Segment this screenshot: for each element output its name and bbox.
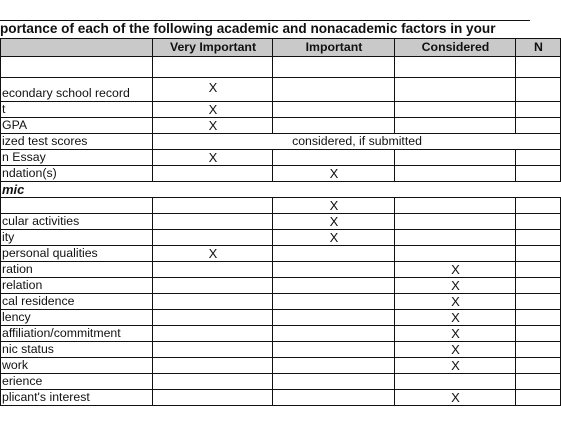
table-row [1,326,561,342]
table-row [1,310,561,326]
mark-cell-considered: X [395,326,516,342]
header-very-important: Very Important [153,39,273,57]
mark-cell-n [516,150,561,166]
mark-cell-n [516,198,561,214]
mark-cell-important: X [273,230,395,246]
mark-cell-n [516,246,561,262]
table-row [1,118,561,134]
mark-cell-considered [395,166,516,182]
table-row [1,230,561,246]
factor-label: affiliation/commitment [1,326,153,342]
mark-cell-considered [395,198,516,214]
factor-label: work [1,358,153,374]
factor-label: cular activities [1,214,153,230]
mark-cell-considered: X [395,278,516,294]
mark-cell-very-important [153,214,273,230]
table-row [1,358,561,374]
table-row [1,294,561,310]
mark-cell-important [273,390,395,406]
mark-cell-very-important: X [153,150,273,166]
factor-label: ity [1,230,153,246]
mark-cell-important [273,342,395,358]
mark-cell-very-important: X [153,78,273,102]
mark-cell-important [273,294,395,310]
mark-cell-n [516,118,561,134]
mark-cell-important [273,246,395,262]
mark-cell-considered [395,102,516,118]
factor-label: nic status [1,342,153,358]
mark-cell-n [516,390,561,406]
mark-cell-important: X [273,214,395,230]
factor-label: personal qualities [1,246,153,262]
table-row [1,214,561,230]
factor-label: cal residence [1,294,153,310]
table-heading: portance of each of the following academic and nonacademic factors in your [0,21,496,36]
table-row [1,102,561,118]
mark-cell-very-important [153,390,273,406]
mark-cell-very-important [153,294,273,310]
factor-label: ndation(s) [1,166,153,182]
mark-cell-important [273,278,395,294]
mark-cell-n [516,310,561,326]
mark-cell-considered [395,78,516,102]
mark-cell-important [273,150,395,166]
mark-cell-very-important: X [153,118,273,134]
section-cell [1,57,153,78]
header-important: Important [273,39,395,57]
mark-cell-important [273,78,395,102]
mark-cell-considered: X [395,294,516,310]
mark-cell-n [516,358,561,374]
mark-cell-n [516,166,561,182]
factor-label: plicant's interest [1,390,153,406]
table-row [1,262,561,278]
mark-cell-considered: X [395,262,516,278]
table-row [1,278,561,294]
header-considered: Considered [395,39,516,57]
mark-cell-very-important: X [153,102,273,118]
mark-cell-important: X [273,198,395,214]
factor-label: lency [1,310,153,326]
academic-section-row [1,57,561,78]
mark-cell-n [516,278,561,294]
mark-cell-very-important [153,326,273,342]
mark-cell-important [273,102,395,118]
mark-cell-n [516,326,561,342]
table-row [1,166,561,182]
header-not-considered: N [516,39,561,57]
mark-cell-considered [395,118,516,134]
mark-cell-considered: X [395,358,516,374]
mark-cell-considered [395,374,516,390]
admission-factors-table [0,38,561,406]
factor-label: ration [1,262,153,278]
mark-cell-very-important: X [153,246,273,262]
factor-label: t [1,102,153,118]
mark-cell-important: X [273,166,395,182]
mark-cell-important [273,374,395,390]
mark-cell-considered: X [395,310,516,326]
mark-cell-important [273,262,395,278]
table-row [1,342,561,358]
mark-cell-considered [395,214,516,230]
mark-cell-important [273,358,395,374]
mark-cell-very-important [153,374,273,390]
mark-cell-very-important [153,278,273,294]
mark-cell-very-important [153,262,273,278]
mark-cell-n [516,374,561,390]
mark-cell-considered [395,246,516,262]
table-row [1,374,561,390]
mark-cell-n [516,342,561,358]
nonacademic-section-row [1,182,561,198]
mark-cell-very-important [153,198,273,214]
mark-cell-n [516,262,561,278]
mark-cell-important [273,118,395,134]
factor-label: ized test scores [1,134,153,150]
mark-cell-very-important [153,358,273,374]
table-row [1,134,561,150]
row-note: considered, if submitted [153,134,561,150]
mark-cell-very-important [153,166,273,182]
factor-label: erience [1,374,153,390]
table-row [1,390,561,406]
mark-cell-n [516,214,561,230]
table-row [1,78,561,102]
mark-cell-important [273,310,395,326]
mark-cell-n [516,78,561,102]
table-row [1,150,561,166]
mark-cell-n [516,294,561,310]
table-row [1,198,561,214]
header-row [1,39,561,57]
mark-cell-considered: X [395,390,516,406]
factor-label: n Essay [1,150,153,166]
mark-cell-considered: X [395,342,516,358]
factor-label: econdary school record [1,78,153,102]
mark-cell-n [516,230,561,246]
mark-cell-important [273,326,395,342]
mark-cell-very-important [153,342,273,358]
mark-cell-considered [395,230,516,246]
mark-cell-very-important [153,310,273,326]
section-title: mic [1,182,561,198]
table-row [1,246,561,262]
factor-label: GPA [1,118,153,134]
mark-cell-very-important [153,230,273,246]
header-factor [1,39,153,57]
mark-cell-considered [395,150,516,166]
factor-label [1,198,153,214]
factor-label: relation [1,278,153,294]
mark-cell-n [516,102,561,118]
